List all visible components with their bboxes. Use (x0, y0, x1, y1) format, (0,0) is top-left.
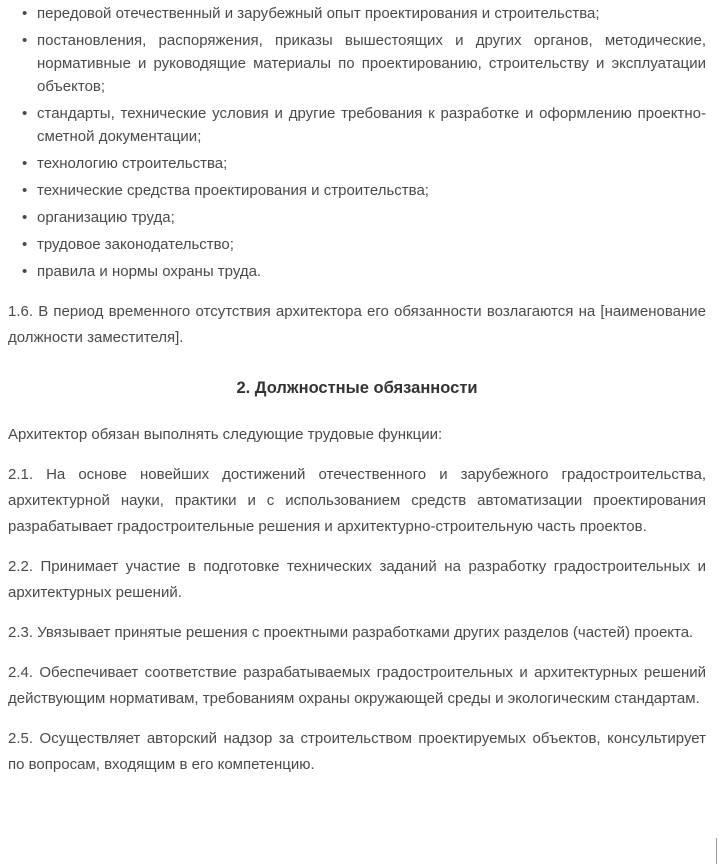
list-item (8, 29, 706, 98)
paragraph-1-6: 1.6. В период временного отсутствия архитектора его обязанности возлагаются на [наименование должности заместителя]. (8, 303, 706, 346)
scrollbar-thumb[interactable] (716, 838, 717, 864)
list-item (8, 233, 706, 256)
section-2-heading: 2. Должностные обязанности (236, 379, 478, 397)
list-item (8, 206, 706, 229)
list-item (8, 179, 706, 202)
list-item-text: организацию труда; (37, 209, 175, 226)
list-item-text: технологию строительства; (37, 155, 228, 172)
paragraph-2-1: 2.1. На основе новейших достижений отечественного и зарубежного градостроительства, архитектурной науки, практики и с использованием средств автоматизации проектирования разрабатывает градостроительные решения и архитектурно-строительную часть проектов. (8, 466, 706, 535)
paragraph-2-2: 2.2. Принимает участие в подготовке технических заданий на разработку градостроительных и архитектурных решений. (8, 558, 706, 601)
list-item-text: правила и нормы охраны труда. (37, 263, 262, 280)
list-item-text: стандарты, технические условия и другие требования к разработке и оформлению проектно-сметной документации; (37, 105, 706, 145)
bullet-icon: • (22, 236, 28, 253)
bullet-icon: • (22, 155, 28, 172)
list-item (8, 152, 706, 175)
bullet-icon: • (22, 105, 28, 122)
list-item (8, 2, 706, 25)
list-item-text: технические средства проектирования и строительства; (37, 182, 429, 199)
bullet-icon: • (22, 263, 28, 280)
bullet-icon: • (22, 182, 28, 199)
section-2-intro: Архитектор обязан выполнять следующие трудовые функции: (8, 426, 443, 443)
bullet-icon: • (22, 32, 28, 49)
list-item-text: постановления, распоряжения, приказы вышестоящих и других органов, методические, нормативные и руководящие материалы по проектированию, строительству и эксплуатации объектов; (37, 32, 706, 95)
list-item-text: трудовое законодательство; (37, 236, 234, 253)
knowledge-list (8, 2, 706, 283)
list-item (8, 102, 706, 148)
paragraph-2-4: 2.4. Обеспечивает соответствие разрабатываемых градостроительных и архитектурных решений действующим нормативам, требованиям охраны окружающей среды и экологическим стандартам. (8, 664, 706, 707)
paragraph-2-5: 2.5. Осуществляет авторский надзор за строительством проектируемых объектов, консультирует по вопросам, входящим в его компетенцию. (8, 730, 706, 773)
list-item-text: передовой отечественный и зарубежный опыт проектирования и строительства; (37, 5, 600, 22)
bullet-icon: • (22, 209, 28, 226)
paragraph-2-3: 2.3. Увязывает принятые решения с проектными разработками других разделов (частей) проекта. (8, 624, 694, 641)
list-item (8, 260, 706, 283)
bullet-icon: • (22, 5, 28, 22)
